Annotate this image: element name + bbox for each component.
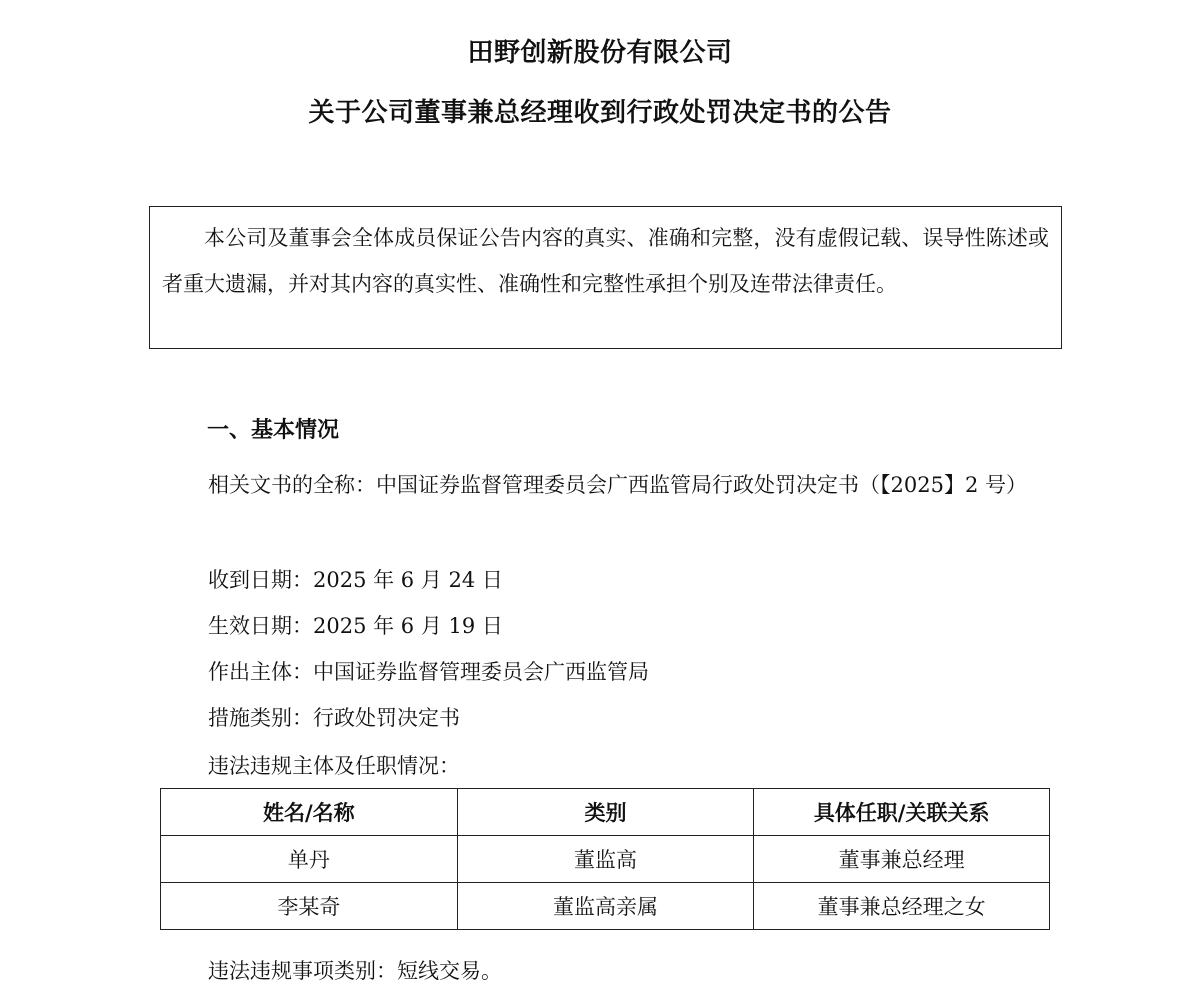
measure-type: 措施类别：行政处罚决定书 bbox=[208, 706, 460, 730]
table-row bbox=[161, 883, 1050, 930]
cell-name: 李某奇 bbox=[161, 883, 458, 930]
received-date: 收到日期：2025 年 6 月 24 日 bbox=[208, 568, 503, 592]
company-name: 田野创新股份有限公司 bbox=[467, 38, 733, 68]
document-full-name: 相关文书的全称：中国证券监督管理委员会广西监管局行政处罚决定书（【2025】2 号） bbox=[208, 473, 1027, 497]
issuer: 作出主体：中国证券监督管理委员会广西监管局 bbox=[208, 660, 649, 684]
cell-role: 董事兼总经理之女 bbox=[754, 883, 1050, 930]
effective-date: 生效日期：2025 年 6 月 19 日 bbox=[208, 614, 503, 638]
subjects-table bbox=[160, 788, 1050, 930]
violation-type: 违法违规事项类别：短线交易。 bbox=[208, 959, 502, 983]
cell-category: 董监高 bbox=[457, 836, 754, 883]
cell-name: 单丹 bbox=[161, 836, 458, 883]
header-role: 具体任职/关联关系 bbox=[754, 789, 1050, 836]
table-row bbox=[161, 836, 1050, 883]
table-header-row bbox=[161, 789, 1050, 836]
cell-role: 董事兼总经理 bbox=[754, 836, 1050, 883]
announcement-title: 关于公司董事兼总经理收到行政处罚决定书的公告 bbox=[308, 98, 892, 128]
header-name: 姓名/名称 bbox=[161, 789, 458, 836]
cell-category: 董监高亲属 bbox=[457, 883, 754, 930]
header-category: 类别 bbox=[457, 789, 754, 836]
disclaimer-box: 本公司及董事会全体成员保证公告内容的真实、准确和完整，没有虚假记载、误导性陈述或者重大遗漏，并对其内容的真实性、准确性和完整性承担个别及连带法律责任。 bbox=[149, 206, 1062, 349]
section-heading-basic-info: 一、基本情况 bbox=[207, 417, 340, 443]
subjects-label: 违法违规主体及任职情况： bbox=[208, 754, 460, 778]
